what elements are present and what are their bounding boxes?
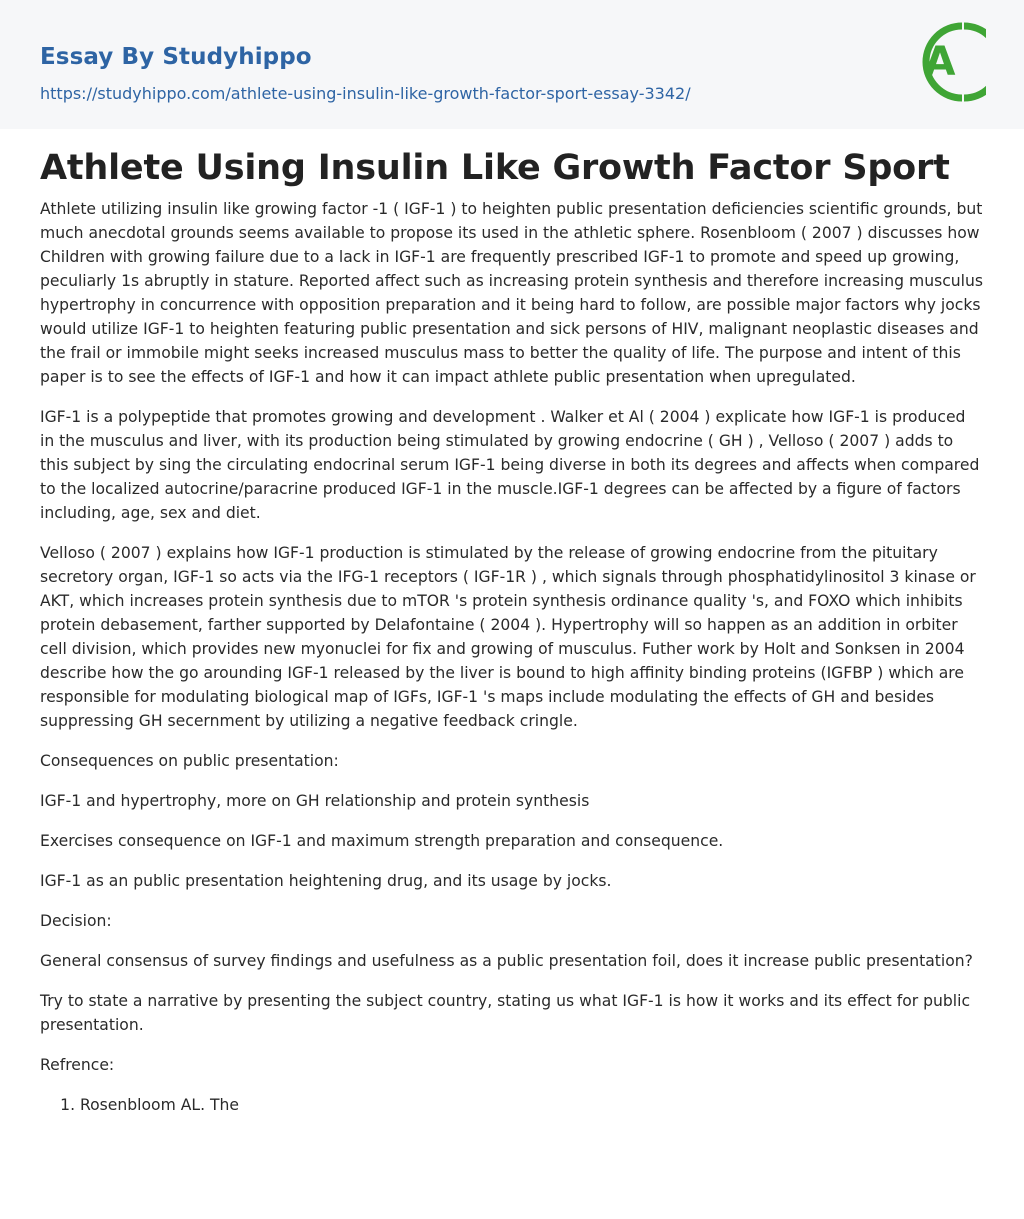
article-paragraph: IGF-1 is a polypeptide that promotes growing and development . Walker et Al ( 2004 ) explicate how IGF-1 is produced in the musculus and liver, with its production being stimulated by growing endocrine ( GH ) , Velloso ( 2007 ) adds to this subject by sing the circulating endocrinal serum IGF-1 being diverse in both its degrees and affects when compared to the localized autocrine/paracrine produced IGF-1 in the muscle.IGF-1 degrees can be affected by a figure of factors including, age, sex and diet. <box>40 408 980 522</box>
article-paragraph: Exercises consequence on IGF-1 and maximum strength preparation and consequence. <box>40 832 724 850</box>
site-header <box>0 0 1024 129</box>
source-url-link[interactable]: https://studyhippo.com/athlete-using-insulin-like-growth-factor-sport-essay-3342/ <box>40 84 691 103</box>
article-paragraph: Refrence: <box>40 1056 115 1074</box>
reference-item: 1. Rosenbloom AL. The <box>80 1093 984 1117</box>
studyhippo-logo-icon <box>914 18 986 106</box>
article-paragraph: Try to state a narrative by presenting the subject country, stating us what IGF-1 is how it works and its effect for public presentation. <box>40 992 971 1034</box>
article-paragraph: IGF-1 as an public presentation heightening drug, and its usage by jocks. <box>40 872 612 890</box>
logo-letter: A <box>924 39 956 85</box>
article-paragraph: Velloso ( 2007 ) explains how IGF-1 production is stimulated by the release of growing endocrine from the pituitary secretory organ, IGF-1 so acts via the IFG-1 receptors ( IGF-1R ) , which signals through phosphatidylinositol 3 kinase or AKT, which increases protein synthesis due to mTOR 's protein synthesis ordinance quality 's, and FOXO which inhibits protein debasement, farther supported by Delafontaine ( 2004 ). Hypertrophy will so happen as an addition in orbiter cell division, which provides new myonuclei for fix and growing of musculus. Futher work by Holt and Sonksen in 2004 describe how the go arounding IGF-1 released by the liver is bound to high affinity binding proteins (IGFBP ) which are responsible for modulating biological map of IGFs, IGF-1 's maps include modulating the effects of GH and besides suppressing GH secernment by utilizing a negative feedback cringle. <box>40 544 976 730</box>
article-paragraph: General consensus of survey findings and usefulness as a public presentation foil, does it increase public presentation? <box>40 952 973 970</box>
page-title: Athlete Using Insulin Like Growth Factor Sport <box>40 148 950 188</box>
article-paragraph: IGF-1 and hypertrophy, more on GH relationship and protein synthesis <box>40 792 590 810</box>
article-paragraph: Athlete utilizing insulin like growing factor -1 ( IGF-1 ) to heighten public presentation deficiencies scientific grounds, but much anecdotal grounds seems available to propose its used in the athletic sphere. Rosenbloom ( 2007 ) discusses how Children with growing failure due to a lack in IGF-1 are frequently prescribed IGF-1 to promote and speed up growing, peculiarly 1s abruptly in stature. Reported affect such as increasing protein synthesis and therefore increasing musculus hypertrophy in concurrence with opposition preparation and it being hard to follow, are possible major factors why jocks would utilize IGF-1 to heighten featuring public presentation and sick persons of HIV, malignant neoplastic diseases and the frail or immobile might seeks increased musculus mass to better the quality of life. The purpose and intent of this paper is to see the effects of IGF-1 and how it can impact athlete public presentation when upregulated. <box>40 200 984 386</box>
article <box>0 129 1024 1117</box>
article-paragraph: Consequences on public presentation: <box>40 752 339 770</box>
article-paragraph: Decision: <box>40 912 112 930</box>
brand-title: Essay By Studyhippo <box>40 44 312 70</box>
article-body <box>40 197 984 1077</box>
reference-list <box>40 1093 984 1117</box>
